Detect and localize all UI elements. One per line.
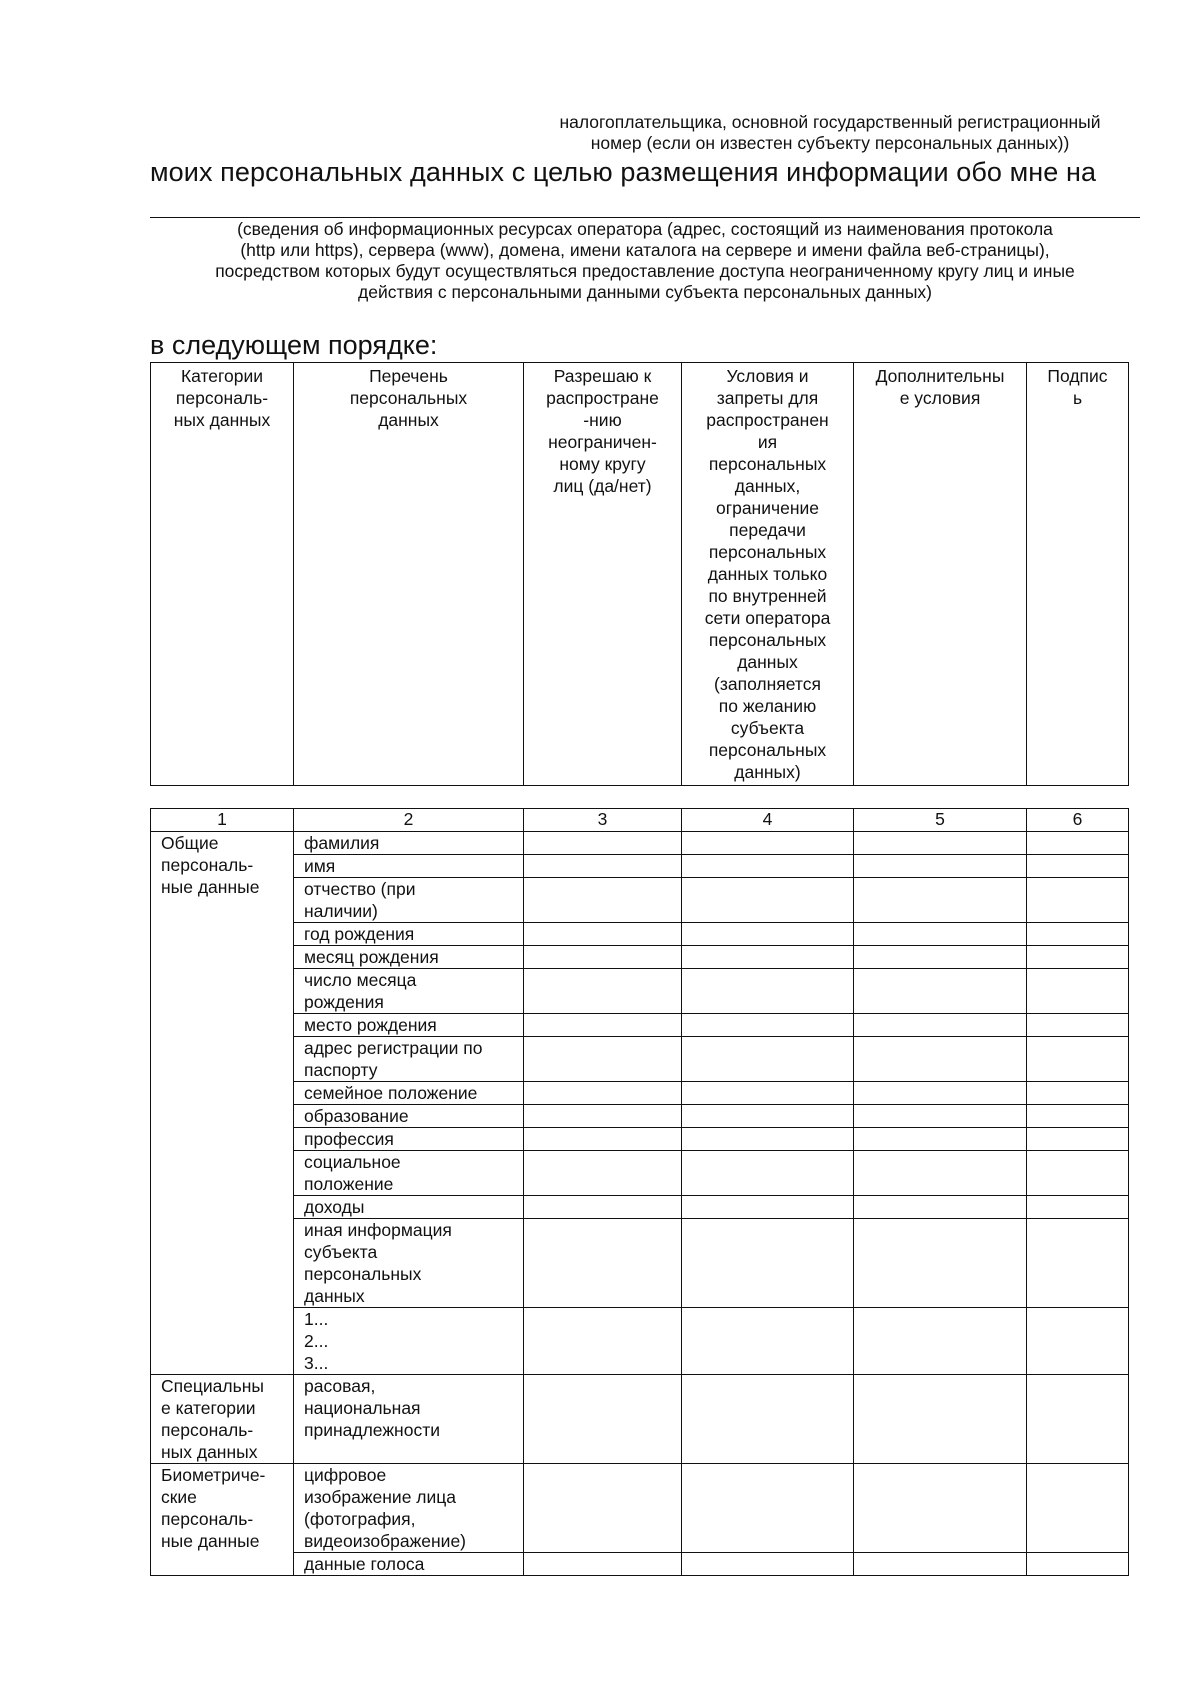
header-line: Разрешаю к: [553, 366, 652, 386]
header-line: сети оператора: [704, 608, 831, 628]
resource-note-line: (сведения об информационных ресурсах оператора (адрес, состоящий из наименования протокола: [237, 219, 1053, 239]
top-note-line: номер (если он известен субъекту персональных данных)): [590, 133, 1070, 153]
col-header-permission: [524, 363, 682, 786]
permission-cell[interactable]: [524, 1014, 682, 1037]
conditions-cell[interactable]: [682, 946, 854, 969]
top-note: [470, 112, 1190, 154]
signature-cell[interactable]: [1027, 1128, 1129, 1151]
permission-cell[interactable]: [524, 1082, 682, 1105]
permission-cell[interactable]: [524, 946, 682, 969]
data-item-label: образование: [304, 1106, 409, 1126]
header-line: распространен: [706, 410, 829, 430]
permission-cell[interactable]: [524, 1128, 682, 1151]
header-line: распростране: [546, 388, 659, 408]
data-item-label: место рождения: [304, 1015, 437, 1035]
header-line: Перечень: [369, 366, 448, 386]
data-item-cell: [294, 1308, 524, 1375]
header-line: ному кругу: [559, 454, 646, 474]
header-line: -нию: [583, 410, 622, 430]
header-line: неограничен-: [548, 432, 657, 452]
permission-cell[interactable]: [524, 1375, 682, 1464]
header-line: Условия и: [726, 366, 809, 386]
resource-note-line: (http или https), сервера (www), домена, имени каталога на сервере и имени файла веб-страницы),: [240, 240, 1050, 260]
data-item-cell: [294, 855, 524, 878]
signature-cell[interactable]: [1027, 855, 1129, 878]
additional-cell[interactable]: [854, 1219, 1027, 1308]
col-header-additional: [854, 363, 1027, 786]
signature-cell[interactable]: [1027, 1375, 1129, 1464]
data-item-label: данные голоса: [304, 1554, 425, 1574]
header-line: е условия: [899, 388, 981, 408]
data-item-label: число месяца: [304, 970, 417, 990]
column-number: 4: [682, 809, 854, 832]
additional-cell[interactable]: [854, 1014, 1027, 1037]
column-number: 6: [1027, 809, 1129, 832]
table-row: [151, 923, 1129, 946]
header-line: персональных: [708, 454, 827, 474]
header-table: [150, 362, 1129, 786]
data-item-cell: [294, 1151, 524, 1196]
category-label: персональ-: [161, 1420, 254, 1440]
signature-cell[interactable]: [1027, 1196, 1129, 1219]
data-item-label: персональных: [304, 1264, 422, 1284]
category-cell: [151, 1464, 294, 1576]
header-line: ь: [1072, 388, 1083, 408]
category-cell: [151, 832, 294, 1375]
signature-cell[interactable]: [1027, 969, 1129, 1014]
signature-cell[interactable]: [1027, 1308, 1129, 1375]
header-line: передачи: [729, 520, 806, 540]
conditions-cell[interactable]: [682, 1196, 854, 1219]
additional-cell[interactable]: [854, 1375, 1027, 1464]
conditions-cell[interactable]: [682, 878, 854, 923]
data-item-label: год рождения: [304, 924, 415, 944]
signature-cell[interactable]: [1027, 1014, 1129, 1037]
header-line: персональных: [708, 630, 827, 650]
data-item-label: принадлежности: [304, 1420, 440, 1440]
additional-cell[interactable]: [854, 832, 1027, 855]
data-item-label: национальная: [304, 1398, 421, 1418]
additional-cell[interactable]: [854, 946, 1027, 969]
signature-cell[interactable]: [1027, 1037, 1129, 1082]
conditions-cell[interactable]: [682, 923, 854, 946]
data-item-label: паспорту: [304, 1060, 378, 1080]
col-header-conditions: [682, 363, 854, 786]
permission-cell[interactable]: [524, 923, 682, 946]
table-row: [151, 969, 1129, 1014]
conditions-cell[interactable]: [682, 832, 854, 855]
signature-cell[interactable]: [1027, 1082, 1129, 1105]
permission-cell[interactable]: [524, 1037, 682, 1082]
permission-cell[interactable]: [524, 1308, 682, 1375]
additional-cell[interactable]: [854, 969, 1027, 1014]
header-line: данных: [737, 652, 798, 672]
data-item-label: видеоизображение): [304, 1531, 467, 1551]
data-item-label: субъекта: [304, 1242, 378, 1262]
table-row: [151, 1553, 1129, 1576]
table-row: [151, 946, 1129, 969]
table-row: [151, 1196, 1129, 1219]
conditions-cell[interactable]: [682, 1464, 854, 1553]
data-item-label: отчество (при: [304, 879, 416, 899]
additional-cell[interactable]: [854, 1105, 1027, 1128]
signature-cell[interactable]: [1027, 1105, 1129, 1128]
data-item-label: расовая,: [304, 1376, 376, 1396]
permission-cell[interactable]: [524, 1219, 682, 1308]
signature-cell[interactable]: [1027, 1151, 1129, 1196]
additional-cell[interactable]: [854, 855, 1027, 878]
column-number: 1: [151, 809, 294, 832]
data-item-cell: [294, 1014, 524, 1037]
data-item-label: доходы: [304, 1197, 365, 1217]
table-row: [151, 855, 1129, 878]
data-item-label: 2...: [304, 1331, 329, 1351]
additional-cell[interactable]: [854, 1308, 1027, 1375]
conditions-cell[interactable]: [682, 1219, 854, 1308]
conditions-cell[interactable]: [682, 1014, 854, 1037]
data-item-label: наличии): [304, 901, 378, 921]
header-line: персональных: [349, 388, 468, 408]
additional-cell[interactable]: [854, 1128, 1027, 1151]
table-row: [151, 1151, 1129, 1196]
data-item-label: положение: [304, 1174, 394, 1194]
category-label: Специальны: [161, 1376, 264, 1396]
table-row: [151, 832, 1129, 855]
signature-cell[interactable]: [1027, 946, 1129, 969]
data-item-label: иная информация: [304, 1220, 452, 1240]
data-item-label: цифровое: [304, 1465, 387, 1485]
data-item-cell: [294, 946, 524, 969]
conditions-cell[interactable]: [682, 969, 854, 1014]
data-item-label: месяц рождения: [304, 947, 439, 967]
table-row: [151, 1219, 1129, 1308]
data-item-cell: [294, 832, 524, 855]
table-row: [151, 1037, 1129, 1082]
data-item-cell: [294, 1037, 524, 1082]
header-line: (заполняется: [714, 674, 821, 694]
resource-fill-line[interactable]: [150, 217, 1140, 218]
permission-cell[interactable]: [524, 1196, 682, 1219]
signature-cell[interactable]: [1027, 1553, 1129, 1576]
additional-cell[interactable]: [854, 923, 1027, 946]
signature-cell[interactable]: [1027, 1464, 1129, 1553]
category-label: ные данные: [161, 877, 260, 897]
header-line: ия: [757, 432, 778, 452]
signature-cell[interactable]: [1027, 1219, 1129, 1308]
conditions-cell[interactable]: [682, 1151, 854, 1196]
data-item-label: имя: [304, 856, 336, 876]
signature-cell[interactable]: [1027, 878, 1129, 923]
category-label: персональ-: [161, 1509, 254, 1529]
table-row: [151, 1308, 1129, 1375]
signature-cell[interactable]: [1027, 923, 1129, 946]
col-header-signature: [1027, 363, 1129, 786]
header-line: Подпис: [1047, 366, 1108, 386]
additional-cell[interactable]: [854, 1082, 1027, 1105]
conditions-cell[interactable]: [682, 855, 854, 878]
category-label: персональ-: [161, 855, 254, 875]
header-line: персональ-: [175, 388, 269, 408]
conditions-cell[interactable]: [682, 1105, 854, 1128]
signature-cell[interactable]: [1027, 832, 1129, 855]
data-item-label: рождения: [304, 992, 384, 1012]
resource-note: [150, 219, 1140, 303]
additional-cell[interactable]: [854, 1151, 1027, 1196]
permission-cell[interactable]: [524, 1553, 682, 1576]
data-item-label: профессия: [304, 1129, 394, 1149]
data-item-label: адрес регистрации по: [304, 1038, 483, 1058]
data-item-label: данных: [304, 1286, 365, 1306]
data-item-label: семейное положение: [304, 1083, 478, 1103]
permission-cell[interactable]: [524, 855, 682, 878]
conditions-cell[interactable]: [682, 1037, 854, 1082]
col-header-categories: [151, 363, 294, 786]
conditions-cell[interactable]: [682, 1375, 854, 1464]
additional-cell[interactable]: [854, 1464, 1027, 1553]
header-line: ных данных: [173, 410, 271, 430]
general-category: [151, 832, 1129, 1375]
table-row: [151, 1082, 1129, 1105]
table-row: [151, 1128, 1129, 1151]
data-item-cell: [294, 1375, 524, 1464]
data-item-cell: [294, 1553, 524, 1576]
table-row: [151, 1464, 1129, 1553]
category-label: Биометриче-: [161, 1465, 266, 1485]
conditions-cell[interactable]: [682, 1553, 854, 1576]
data-item-cell: [294, 878, 524, 923]
table-row: [151, 1105, 1129, 1128]
header-line: персональных: [708, 542, 827, 562]
data-table: [150, 808, 1129, 1576]
permission-cell[interactable]: [524, 1105, 682, 1128]
header-line: субъекта: [730, 718, 805, 738]
permission-cell[interactable]: [524, 1464, 682, 1553]
additional-cell[interactable]: [854, 1196, 1027, 1219]
header-line: Дополнительны: [875, 366, 1005, 386]
special-category: [151, 1375, 1129, 1464]
additional-cell[interactable]: [854, 1553, 1027, 1576]
permission-cell[interactable]: [524, 1151, 682, 1196]
biometric-category: [151, 1464, 1129, 1576]
table-row: [151, 878, 1129, 923]
additional-cell[interactable]: [854, 878, 1027, 923]
column-number: 3: [524, 809, 682, 832]
header-line: персональных: [708, 740, 827, 760]
data-item-cell: [294, 1082, 524, 1105]
data-item-cell: [294, 969, 524, 1014]
data-item-cell: [294, 1105, 524, 1128]
header-line: данных только: [707, 564, 828, 584]
header-line: запреты для: [716, 388, 819, 408]
category-label: Общие: [161, 833, 219, 853]
data-item-cell: [294, 1128, 524, 1151]
category-label: ские: [161, 1487, 197, 1507]
table-row: [151, 1375, 1129, 1464]
permission-cell[interactable]: [524, 832, 682, 855]
data-item-cell: [294, 923, 524, 946]
category-cell: [151, 1375, 294, 1464]
column-number-row: [151, 809, 1129, 832]
header-line: данных: [378, 410, 439, 430]
conditions-cell[interactable]: [682, 1128, 854, 1151]
category-label: ные данные: [161, 1531, 260, 1551]
header-line: по желанию: [718, 696, 817, 716]
conditions-cell[interactable]: [682, 1308, 854, 1375]
col-header-list: [294, 363, 524, 786]
header-line: ограничение: [715, 498, 820, 518]
permission-cell[interactable]: [524, 878, 682, 923]
data-item-cell: [294, 1219, 524, 1308]
consent-purpose-line: моих персональных данных с целью размещения информации обо мне на: [150, 157, 1097, 187]
conditions-cell[interactable]: [682, 1082, 854, 1105]
category-label: ных данных: [161, 1442, 258, 1462]
data-item-cell: [294, 1464, 524, 1553]
header-line: по внутренней: [708, 586, 827, 606]
order-heading: в следующем порядке:: [150, 330, 438, 360]
top-note-line: налогоплательщика, основной государственный регистрационный: [559, 112, 1101, 132]
permission-cell[interactable]: [524, 969, 682, 1014]
resource-note-line: действия с персональными данными субъекта персональных данных): [358, 282, 932, 302]
header-line: данных,: [734, 476, 801, 496]
data-item-cell: [294, 1196, 524, 1219]
header-line: данных): [734, 762, 801, 782]
data-item-label: (фотография,: [304, 1509, 416, 1529]
header-line: Категории: [180, 366, 264, 386]
category-label: е категории: [161, 1398, 256, 1418]
data-item-label: социальное: [304, 1152, 401, 1172]
data-item-label: изображение лица: [304, 1487, 457, 1507]
column-number: 2: [294, 809, 524, 832]
table-row: [151, 1014, 1129, 1037]
data-item-label: 1...: [304, 1309, 329, 1329]
header-line: лиц (да/нет): [553, 476, 652, 496]
additional-cell[interactable]: [854, 1037, 1027, 1082]
resource-note-line: посредством которых будут осуществляться предоставление доступа неограниченному кругу лиц и иные: [215, 261, 1075, 281]
data-item-label: фамилия: [304, 833, 380, 853]
column-number: 5: [854, 809, 1027, 832]
data-item-label: 3...: [304, 1353, 329, 1373]
